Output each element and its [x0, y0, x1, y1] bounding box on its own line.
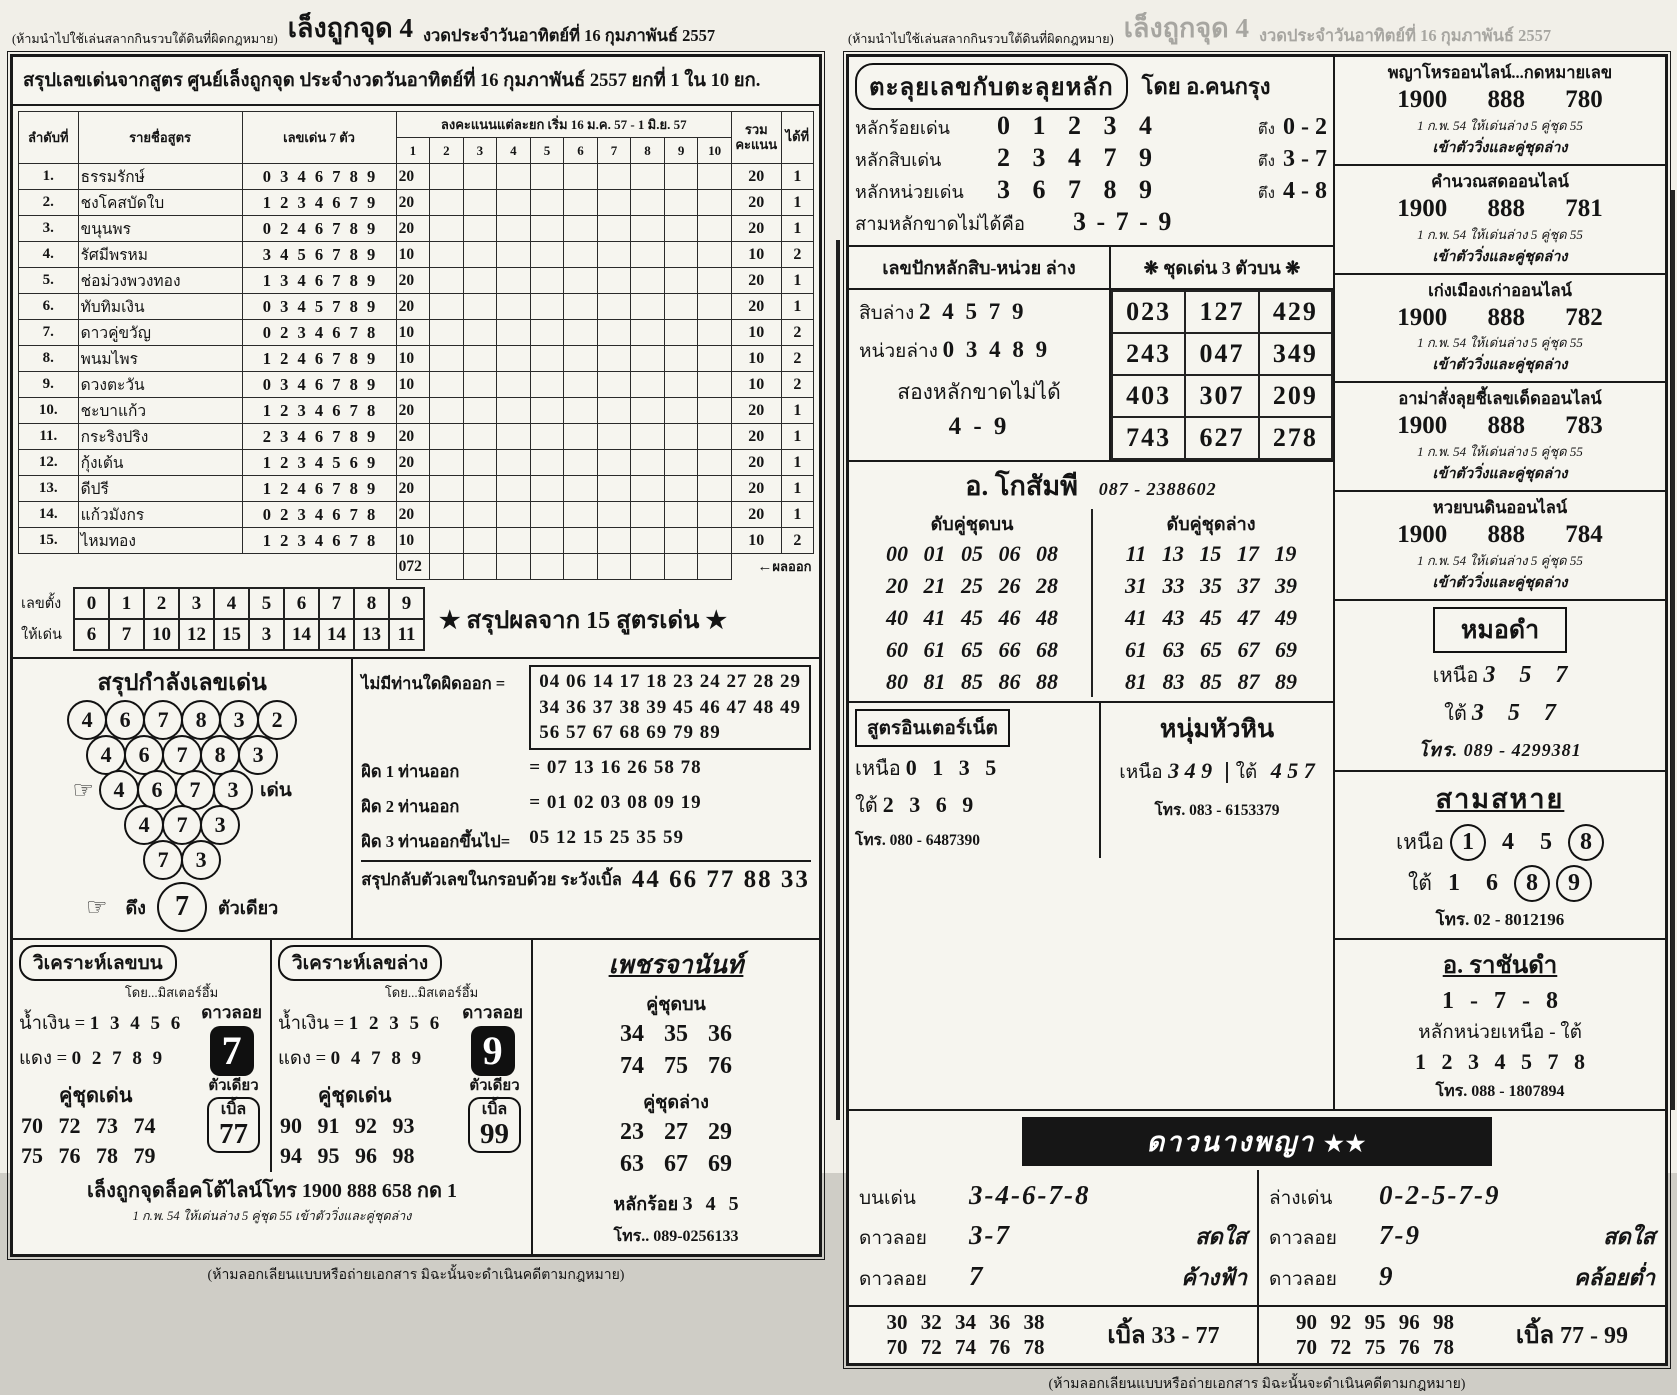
three-missing-value: 3 - 7 - 9: [1073, 207, 1174, 236]
huahin-phone: โทร. 083 - 6153379: [1154, 802, 1280, 820]
single-label: ตัวเดียว: [217, 897, 279, 918]
left-footer: (ห้ามลอกเลียนแบบหรือถ่ายเอกสาร มิฉะนั้นจะดำเนินคดีตามกฎหมาย): [207, 1267, 625, 1283]
lower-float-digit: 9: [471, 1026, 515, 1076]
huahin-north-label: เหนือ: [1119, 762, 1163, 784]
lower-analysis-title: วิเคราะห์เลขล่าง: [278, 945, 442, 981]
formula-score-table: [18, 111, 814, 580]
table-row: 11. กระริงปริง 2 3 4 6 7 8 9 20 20 1: [19, 424, 814, 450]
power-summary-row: [13, 657, 819, 938]
table-row: 14. แก้วมังกร 0 2 3 4 6 7 8 20 20 1: [19, 502, 814, 528]
miss1-label: ผิด 1 ท่านออก: [361, 761, 460, 781]
internet-title: สูตรอินเตอร์เน็ต: [855, 709, 1010, 747]
table-row: 12. กุ้งเต้น 1 2 3 4 5 6 9 20 20 1: [19, 450, 814, 476]
daonang-lower-column: ล่างเด่น 0-2-5-7-9 ดาวลอย 7-9 สดใส ดาวลอย 9 คล้อยต่ำ: [1257, 1170, 1665, 1305]
result-row: [19, 554, 814, 580]
petch-hundred-digits: 3 4 5: [682, 1192, 739, 1215]
upper-analysis-by: โดย...มิสเตอร์อึ้ม: [124, 985, 219, 1000]
standing-section: [13, 585, 819, 657]
upper-single-label: ตัวเดียว: [208, 1078, 259, 1094]
lower-pairs-2: 94 95 96 98: [280, 1142, 415, 1168]
mordam-box: [1335, 601, 1665, 772]
phone-box: เก่งเมืองเก่าออนไลน์ 1900 888 782 1 ก.พ. 54 ให้เด่นล่าง 5 คู่ชุด 55 เข้าตัววิ่งและคู่ชุดล่าง: [1335, 275, 1665, 384]
page-left: [10, 2, 822, 1286]
right-draw-date-faded: งวดประจำวันอาทิตย์ที่ 16 กุมภาพันธ์ 2557: [1258, 26, 1552, 45]
petch-hundred-label: หลักร้อย: [613, 1193, 679, 1214]
petch-upper-label: คู่ชุดบน: [646, 994, 706, 1014]
mordam-south-label: ใต้: [1444, 702, 1467, 725]
lower-single-label: ตัวเดียว: [469, 1078, 520, 1094]
table-row: 2. ชงโคสบัดใบ 1 2 3 4 6 7 9 20 20 1: [19, 190, 814, 216]
double-warning-line: สรุปกลับตัวเลขในกรอบด้วย ระวังเบิ้ล 44 66 77 88 33: [361, 860, 811, 894]
phone-box: หวยบนดินออนไลน์ 1900 888 784 1 ก.พ. 54 ให้เด่นล่าง 5 คู่ชุด 55 เข้าตัววิ่งและคู่ชุดล่าง: [1335, 492, 1665, 601]
star-icons: ★★: [1323, 1130, 1368, 1156]
rachandam-phone: โทร. 088 - 1807894: [1435, 1082, 1565, 1100]
internet-south-label: ใต้: [855, 795, 878, 818]
miss1-numbers: = 07 13 16 26 58 78: [529, 756, 702, 778]
samsahai-north-label: เหนือ: [1396, 829, 1444, 854]
daonang-lower-numbers: 90 92 95 96 98 70 72 75 76 78 เบิ้ล 77 - 99: [1257, 1307, 1665, 1363]
two-missing-value: 4 - 9: [948, 413, 1010, 440]
huahin-title: หนุ่มหัวหิน: [1159, 716, 1275, 744]
table-row: 6. ทับทิมเงิน 0 3 4 5 7 8 9 20 20 1: [19, 294, 814, 320]
daonang-section: [849, 1109, 1665, 1363]
petch-upper-2: 74 75 76: [620, 1053, 732, 1080]
table-header-row-2: 1 2 3 4 5 6 7 8 9 10: [19, 138, 814, 164]
pak-title: เลขปักหลักสิบ-หน่วย ล่าง: [849, 247, 1109, 290]
petch-phone: โทร.. 089-0256133: [613, 1227, 739, 1245]
table-row: 1. ธรรมรักษ์ 0 3 4 6 7 8 9 20 20 1: [19, 164, 814, 190]
mordam-north-digits: 3 5 7: [1483, 661, 1568, 688]
mordam-phone: โทร. 089 - 4299381: [1418, 739, 1582, 760]
col-total: รวมคะแนน: [731, 112, 781, 164]
petch-lower-2: 63 67 69: [620, 1151, 732, 1178]
left-main-box: [10, 54, 822, 1257]
huahin-north-digits: 3 4 9: [1168, 758, 1213, 784]
table-row: 13. ดีปรี 1 2 4 6 7 8 9 20 20 1: [19, 476, 814, 502]
petch-upper-1: 34 35 36: [620, 1021, 732, 1047]
internet-south-digits: 2 3 6 9: [882, 792, 974, 818]
kosampee-upper-label: ดับคู่ชุดบน: [930, 514, 1014, 534]
hotline-note-line: 1 ก.พ. 54 ให้เด่นล่าง 5 คู่ชุด 55 เข้าตัววิ่งและคู่ชุดล่าง: [132, 1209, 412, 1224]
table-row: 8. พนมไพร 1 2 4 6 7 8 9 10 10 2: [19, 346, 814, 372]
lower-pairs-1: 90 91 92 93: [280, 1113, 415, 1138]
left-header: [10, 2, 822, 54]
upper-pairs-1: 70 72 73 74: [21, 1113, 156, 1138]
left-disclaimer: (ห้ามนำไปใช้เล่นสลากกินรวบใต้ดินที่ผิดกฎหมาย): [12, 32, 278, 46]
rachandam-main: 1 - 7 - 8: [1442, 987, 1558, 1014]
page-right: [846, 2, 1668, 1395]
right-header: [846, 2, 1668, 54]
kosampee-name: อ. โกสัมพี: [965, 471, 1078, 501]
three-missing-label: สามหลักขาดไม่ได้คือ: [855, 215, 1025, 235]
table-row: 10. ชะบาแก้ว 1 2 3 4 6 7 8 20 20 1: [19, 398, 814, 424]
two-missing-label: สองหลักขาดไม่ได้: [897, 380, 1061, 404]
standing-table: เลขตั้ง 0 1 2 3 4 5 6 7 8 9 ให้เด่น 6 7 10 12 15 3 14 14 13 11: [21, 587, 425, 651]
lower-double-box: เบิ้ล 99: [468, 1097, 521, 1153]
right-page-title-faded: เล็งถูกจุด 4: [1123, 13, 1249, 43]
table-row: 4. รัศมีพรหม 3 4 5 6 7 8 9 10 10 2: [19, 242, 814, 268]
kosampee-section: อ. โกสัมพี 087 - 2388602 ดับคู่ชุดบน 00 01 05 06 08 20 21 25 26 28 40 41 45 46 48 60 61 65 66 68 80 81 85 86 88 ดับคู่ชุดล่าง 11 13 15 17 19 31 33 35 37 39 41 43 45 47 49 61 63 65 67 69 81 83 85 87 89: [849, 460, 1333, 701]
summary-star-line: ★ สรุปผลจาก 15 สูตรเด่น ★: [439, 607, 727, 634]
table-row: 15. ไหมทอง 1 2 3 4 6 7 8 10 10 2: [19, 528, 814, 554]
sib-label: สิบล่าง: [859, 303, 915, 324]
col-digits: เลขเด่น 7 ตัว: [242, 112, 396, 164]
analysis-row: [13, 938, 819, 1254]
petch-lower-1: 23 27 29: [620, 1118, 732, 1145]
no-miss-numbers: 04 06 14 17 18 23 24 27 28 29 34 36 37 38 39 45 46 47 48 49 56 57 67 68 69 79 89: [529, 665, 811, 750]
upper-red-digits: 0 2 7 8 9: [71, 1048, 163, 1069]
phone-box: อาม่าสั่งลุยชี้เลขเด็ดออนไลน์ 1900 888 783 1 ก.พ. 54 ให้เด่นล่าง 5 คู่ชุด 55 เข้าตัววิ่งและคู่ชุดล่าง: [1335, 383, 1665, 492]
rachandam-title: อ. ราชันดำ: [1442, 952, 1558, 979]
upper-pairs-2: 75 76 78 79: [21, 1142, 156, 1168]
daonang-upper-numbers: 30 32 34 36 38 70 72 74 76 78 เบิ้ล 33 - 77: [886, 1309, 1220, 1359]
result-label: ← ผลออก: [731, 554, 813, 580]
samsahai-title: สามสหาย: [1435, 783, 1565, 814]
miss2-label: ผิด 2 ท่านออก: [361, 796, 460, 816]
table-row: 9. ดวงตะวัน 0 3 4 6 7 8 9 10 10 2: [19, 372, 814, 398]
table-row: 3. ขนุนพร 0 2 4 6 7 8 9 20 20 1: [19, 216, 814, 242]
lower-blue-label: น้ำเงิน =: [278, 1014, 345, 1034]
hotline-section: [13, 1172, 531, 1232]
upper-blue-label: น้ำเงิน =: [19, 1014, 86, 1034]
internet-north-digits: 0 1 3 5: [905, 755, 997, 781]
right-disclaimer: (ห้ามนำไปใช้เล่นสลากกินรวบใต้ดินที่ผิดกฎหมาย): [848, 32, 1114, 46]
taluy-section: ตะลุยเลขกับตะลุยหลัก โดย อ.คนกรุง หลักร้อยเด่น 0 1 2 3 4 ตึง 0 - 2 หลักสิบเด่น 2 3 4 7 9 ตึง 3 - 7 หลักหน่วยเด่น 3 6 7 8 9 ตึง 4 - 8 สามหลักขาดไม่ได้คือ 3 - 7 - 9: [849, 57, 1333, 245]
top3-title: ❋ ชุดเด่น 3 ตัวบน ❋: [1111, 247, 1333, 290]
standing-label-counts: ให้เด่น: [21, 627, 62, 643]
kosampee-lower-label: ดับคู่ชุดล่าง: [1166, 514, 1256, 534]
pyramid-box: สรุปกำลังเลขเด่น 4 6 7 8 3 2 4 6 7 8 3 ☞ 4 6 7 3 เด่น 4 7 3 7 3 ☞ ดึง 7 ตัวเดียว: [13, 659, 353, 938]
pull-label: ดึง: [125, 897, 146, 918]
lower-float-label: ดาวลอย: [462, 1003, 523, 1022]
nuay-label: หน่วยล่าง: [859, 341, 938, 362]
mordam-north-label: เหนือ: [1432, 664, 1479, 687]
samsahai-box: สามสหาย เหนือ 1 4 5 8 ใต้ 1 6 8 9 โทร. 02 - 8012196: [1335, 772, 1665, 940]
mordam-south-digits: 3 5 7: [1471, 699, 1556, 726]
standing-label-digits: เลขตั้ง: [21, 596, 62, 612]
table-header-row-1: [19, 112, 814, 138]
daonang-banner: ดาวนางพญา ★★: [1022, 1117, 1492, 1166]
arrow-left-icon: [757, 559, 772, 574]
pointing-hand-icon: ☞: [85, 894, 108, 921]
pointing-hand-icon: ☞: [72, 777, 94, 804]
formula-table-title: สรุปเลขเด่นจากสูตร ศูนย์เล็งถูกจุด ประจำงวดวันอาทิตย์ที่ 16 กุมภาพันธ์ 2557 ยกที่ 1 ใน 10 ยก.: [13, 57, 819, 106]
top3-set-section: [1111, 247, 1333, 460]
internet-north-label: เหนือ: [855, 758, 901, 781]
pak-section: [849, 247, 1111, 460]
miss-summary-box: [353, 659, 819, 938]
daonang-upper-column: บนเด่น 3-4-6-7-8 ดาวลอย 3-7 สดใส ดาวลอย 7 ค้างฟ้า: [859, 1179, 1247, 1291]
upper-double-box: เบิ้ล 77: [207, 1097, 260, 1153]
page-edge-line: [1670, 190, 1675, 1110]
miss2-numbers: = 01 02 03 08 09 19: [529, 791, 702, 813]
top3-grid: 023 127 429 243 047 349 403 307 209 743 627 278: [1111, 290, 1333, 460]
taluy-by: โดย อ.คนกรุง: [1141, 74, 1271, 99]
hotline-number-line: เล็งถูกจุดล็อคโต้ไลน์โทร 1900 888 658 กด 1: [87, 1180, 457, 1203]
page-gutter-line: [836, 240, 840, 1120]
table-row: 5. ช่อม่วงพวงทอง 1 3 4 6 7 8 9 20 20 1: [19, 268, 814, 294]
pyramid-den-label: เด่น: [259, 780, 292, 801]
sib-digits: 2 4 5 7 9: [919, 299, 1024, 324]
pull-digit: 7: [157, 882, 207, 932]
col-no: ลำดับที่: [19, 112, 79, 164]
upper-analysis-box: [13, 940, 272, 1172]
col-score: ลงคะแนนแต่ละยก เริ่ม 16 ม.ค. 57 - 1 มิ.ย. 57: [396, 112, 731, 138]
nuay-digits: 0 3 4 8 9: [942, 337, 1048, 362]
lower-red-digits: 0 4 7 8 9: [330, 1048, 422, 1069]
daonang-upper-double: เบิ้ล 33 - 77: [1107, 1323, 1220, 1350]
pyramid-title: สรุปกำลังเลขเด่น: [97, 670, 267, 695]
upper-pair-label: คู่ชุดเด่น: [59, 1085, 133, 1107]
right-main-box: [846, 54, 1668, 1366]
lower-analysis-by: โดย...มิสเตอร์อึ้ม: [384, 985, 479, 1000]
samsahai-phone: โทร. 02 - 8012196: [1435, 909, 1565, 929]
lower-blue-digits: 1 2 3 5 6: [348, 1013, 440, 1034]
lower-pair-label: คู่ชุดเด่น: [318, 1085, 392, 1107]
internet-phone: โทร. 080 - 6487390: [855, 832, 981, 850]
phone-box: พญาโหรออนไลน์...กดหมายเลข 1900 888 780 1 ก.พ. 54 ให้เด่นล่าง 5 คู่ชุด 55 เข้าตัววิ่งและคู่ชุดล่าง: [1335, 57, 1665, 166]
huahin-south-label: ใต้: [1226, 762, 1258, 783]
upper-float-digit: 7: [210, 1026, 254, 1076]
upper-red-label: แดง =: [19, 1049, 68, 1069]
miss3-numbers: 05 12 15 25 35 59: [529, 826, 684, 848]
taluy-title: ตะลุยเลขกับตะลุยหลัก: [855, 63, 1128, 110]
upper-analysis-title: วิเคราะห์เลขบน: [19, 945, 177, 981]
internet-formula-box: [849, 703, 1101, 858]
mordam-title: หมอดำ: [1433, 607, 1567, 653]
petch-lower-label: คู่ชุดล่าง: [643, 1091, 709, 1112]
miss3-label: ผิด 3 ท่านออกขึ้นไป=: [361, 831, 511, 851]
right-footer: (ห้ามลอกเลียนแบบหรือถ่ายเอกสาร มิฉะนั้นจะดำเนินคดีตามกฎหมาย): [1048, 1377, 1466, 1393]
rachandam-sub: หลักหน่วยเหนือ - ใต้: [1418, 1021, 1582, 1043]
pull-row: [15, 882, 349, 932]
kosampee-phone: 087 - 2388602: [1098, 479, 1217, 499]
col-rank: ได้ที่: [781, 112, 813, 164]
huahin-south-digits: 4 5 7: [1270, 758, 1315, 784]
upper-float-label: ดาวลอย: [201, 1003, 262, 1022]
petchjanan-title: เพชรจานันท์: [608, 952, 744, 979]
lower-analysis-box: [272, 940, 531, 1172]
huahin-box: [1101, 703, 1333, 858]
daonang-lower-double: เบิ้ล 77 - 99: [1515, 1323, 1629, 1350]
result-number: 072: [396, 554, 430, 580]
petchjanan-box: [533, 940, 819, 1254]
table-row: 7. ดาวคู่ขวัญ 0 2 3 4 6 7 8 10 10 2: [19, 320, 814, 346]
lower-red-label: แดง =: [278, 1049, 327, 1069]
rachandam-digits: 1 2 3 4 5 7 8: [1415, 1048, 1585, 1074]
no-miss-label: ไม่มีท่านใดผิดออก =: [361, 674, 506, 693]
samsahai-south-label: ใต้: [1408, 870, 1432, 895]
phone-box: คำนวณสดออนไลน์ 1900 888 781 1 ก.พ. 54 ให้เด่นล่าง 5 คู่ชุด 55 เข้าตัววิ่งและคู่ชุดล่าง: [1335, 166, 1665, 275]
col-name: รายชื่อสูตร: [78, 112, 242, 164]
draw-date: งวดประจำวันอาทิตย์ที่ 16 กุมภาพันธ์ 2557: [422, 26, 716, 45]
upper-blue-digits: 1 3 4 5 6: [89, 1013, 181, 1034]
page-title: เล็งถูกจุด 4: [287, 13, 413, 43]
rachandam-box: [1335, 940, 1665, 1109]
